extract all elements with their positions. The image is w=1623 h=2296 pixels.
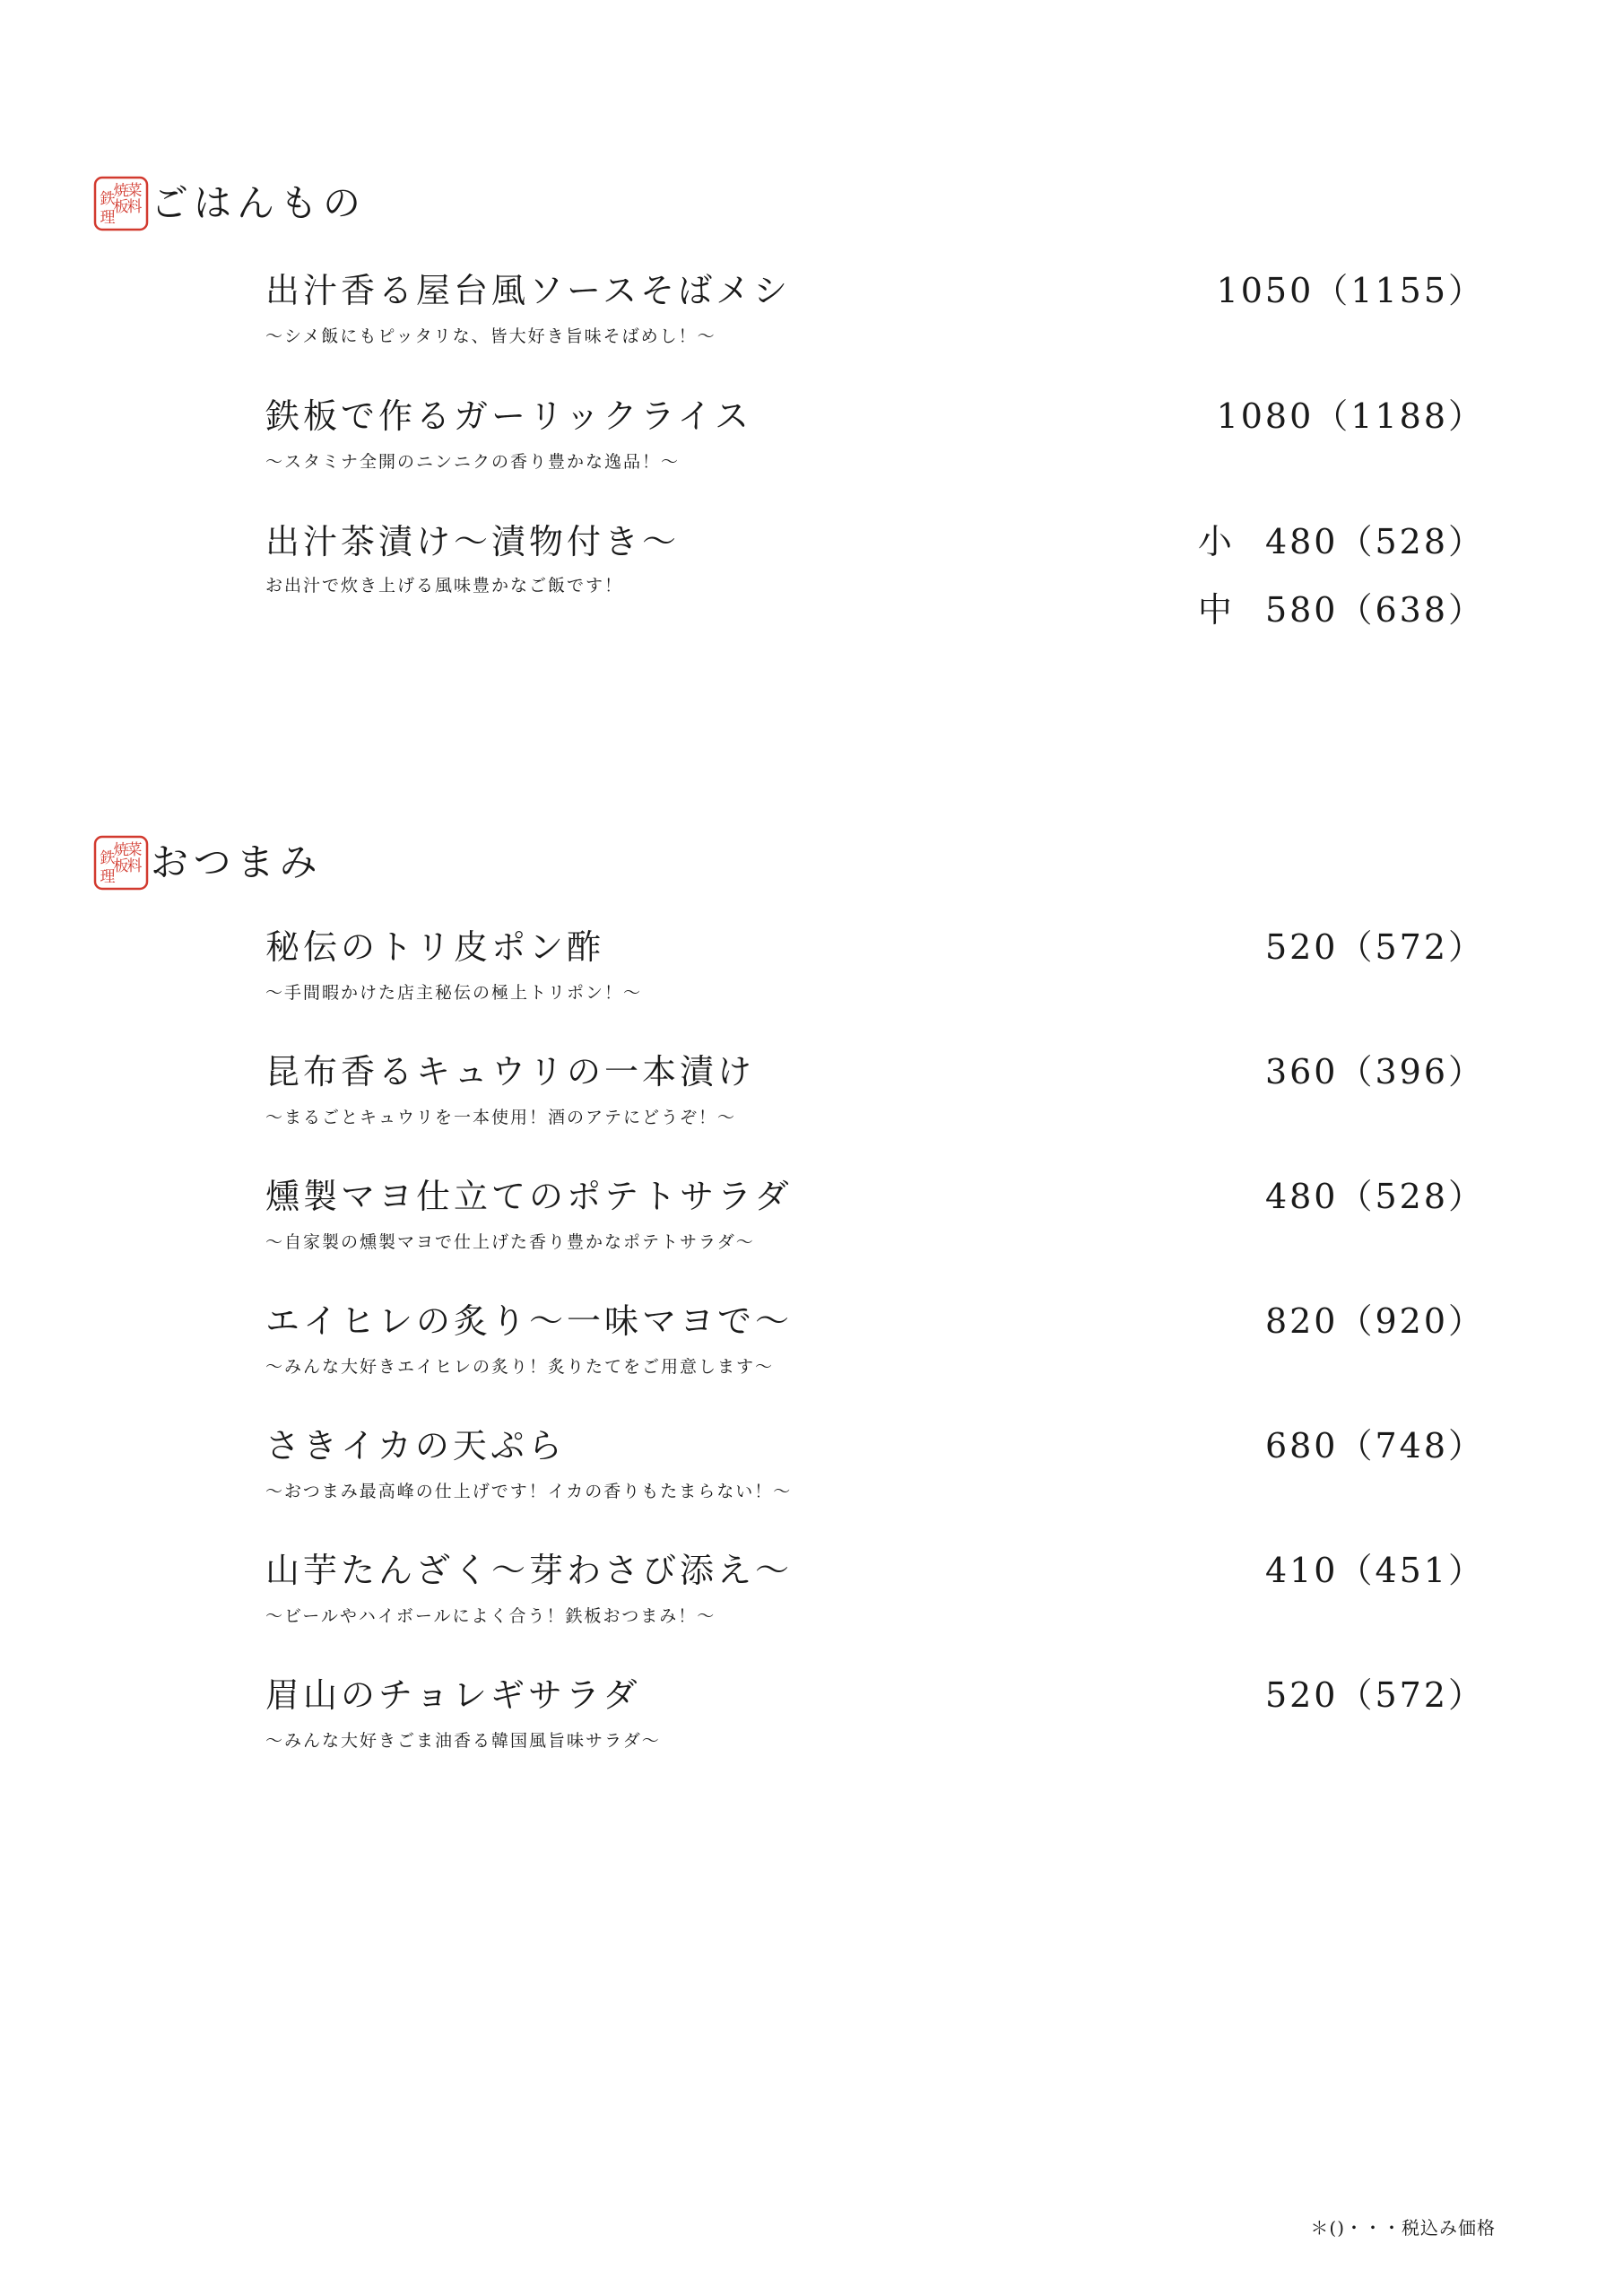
price: 1080（1188） xyxy=(1216,396,1485,436)
item-description: ～みんな大好きごま油香る韓国風旨味サラダ～ xyxy=(265,1731,661,1751)
svg-text:板: 板 xyxy=(113,857,129,875)
section-header xyxy=(93,170,366,237)
item-description: ～おつまみ最高峰の仕上げです！イカの香りもたまらない！～ xyxy=(265,1482,793,1501)
section-header xyxy=(93,830,323,896)
section-title: ごはんもの xyxy=(151,181,367,225)
price: 680（748） xyxy=(1264,1426,1485,1465)
price-block xyxy=(1265,1300,1485,1343)
item-description: お出汁で炊き上げる風味豊かなご飯です！ xyxy=(265,576,624,596)
svg-text:板: 板 xyxy=(113,198,129,216)
price-block xyxy=(1265,1549,1485,1592)
price-block xyxy=(1265,1424,1485,1467)
item-description: ～ビールやハイボールによく合う！鉄板おつまみ！～ xyxy=(265,1606,716,1626)
price: 360（396） xyxy=(1264,1052,1485,1091)
price-block xyxy=(1265,926,1485,969)
price: 820（920） xyxy=(1264,1301,1485,1341)
item-name: 山芋たんざく～芽わさび添え～ xyxy=(265,1551,794,1590)
price: 580（638） xyxy=(1264,590,1485,630)
price: 480（528） xyxy=(1264,1177,1485,1216)
item-description: ～スタミナ全開のニンニクの香り豊かな逸品！～ xyxy=(265,452,681,472)
item-description: ～手間暇かけた店主秘伝の極上トリポン！～ xyxy=(265,983,643,1003)
item-name: 燻製マヨ仕立てのポテトサラダ xyxy=(265,1177,793,1216)
seal-stamp-icon xyxy=(93,835,149,891)
item-description: ～自家製の燻製マヨで仕上げた香り豊かなポテトサラダ～ xyxy=(265,1232,755,1252)
size-label: 中 xyxy=(1197,590,1235,630)
price-medium xyxy=(1198,588,1485,631)
item-name: 秘伝のトリ皮ポン酢 xyxy=(265,927,605,967)
item-description: ～まるごとキュウリを一本使用！酒のアテにどうぞ！～ xyxy=(265,1108,737,1127)
svg-text:鉄: 鉄 xyxy=(100,849,116,867)
item-description: ～みんな大好きエイヒレの炙り！炙りたてをご用意します～ xyxy=(265,1357,775,1377)
item-name: エイヒレの炙り～一味マヨで～ xyxy=(265,1301,794,1341)
item-name: 眉山のチョレギサラダ xyxy=(265,1675,641,1715)
section-title: おつまみ xyxy=(151,840,323,884)
size-label: 小 xyxy=(1197,522,1235,561)
svg-text:料: 料 xyxy=(126,857,143,875)
svg-text:理: 理 xyxy=(100,868,116,886)
svg-text:菜: 菜 xyxy=(126,182,143,200)
item-description: ～シメ飯にもピッタリな、皆大好き旨味そばめし！～ xyxy=(265,326,716,346)
price: 1050（1155） xyxy=(1216,271,1485,310)
price-block xyxy=(1198,520,1485,631)
svg-text:菜: 菜 xyxy=(126,841,143,859)
item-name: 昆布香るキュウリの一本漬け xyxy=(265,1052,756,1091)
price-block xyxy=(1265,1050,1485,1093)
item-name: 鉄板で作るガーリックライス xyxy=(265,396,752,436)
price-small xyxy=(1198,520,1485,563)
svg-text:焼: 焼 xyxy=(113,841,129,859)
svg-text:料: 料 xyxy=(126,198,143,216)
svg-text:鉄: 鉄 xyxy=(100,190,116,208)
price: 520（572） xyxy=(1264,927,1485,967)
price-block xyxy=(1217,395,1485,438)
svg-text:理: 理 xyxy=(100,209,116,227)
price: 480（528） xyxy=(1264,522,1485,561)
item-name: 出汁香る屋台風ソースそばメシ xyxy=(265,271,792,310)
price-block xyxy=(1265,1674,1485,1717)
item-name: 出汁茶漬け～漬物付き～ xyxy=(265,522,681,561)
price: 520（572） xyxy=(1264,1675,1485,1715)
tax-footnote: ＊()・・・税込み価格 xyxy=(1310,2217,1496,2239)
svg-text:焼: 焼 xyxy=(113,182,129,200)
item-name: さきイカの天ぷら xyxy=(265,1426,566,1465)
price-block xyxy=(1217,269,1485,312)
price: 410（451） xyxy=(1264,1551,1485,1590)
seal-stamp-icon xyxy=(93,176,149,231)
price-block xyxy=(1265,1175,1485,1218)
